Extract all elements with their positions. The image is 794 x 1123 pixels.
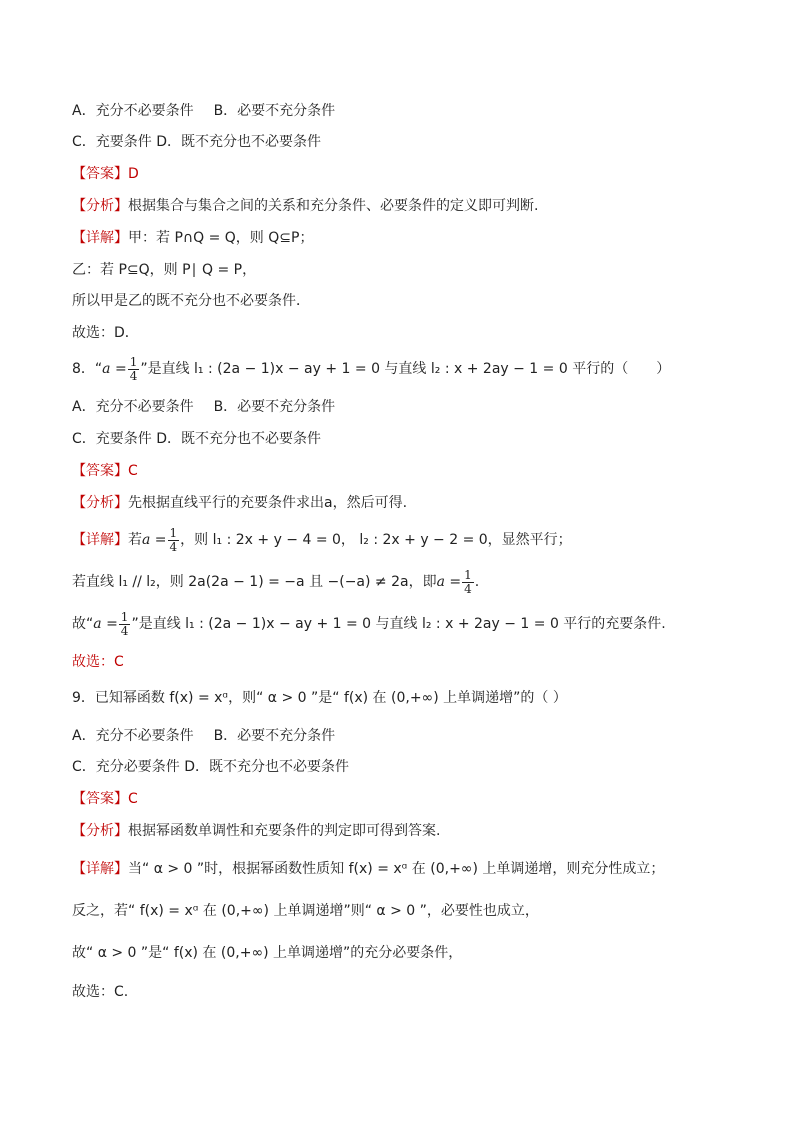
q8-options-cd: C．充要条件 D．既不充分也不必要条件: [72, 431, 322, 447]
answer-value: C: [128, 791, 138, 807]
q8-option-a: A．充分不必要条件: [72, 399, 194, 415]
fraction-numerator: 1: [464, 567, 472, 582]
fraction-one-quarter: [462, 569, 474, 596]
analysis-text: 根据集合与集合之间的关系和充分条件、必要条件的定义即可判断.: [128, 198, 539, 214]
q8-detail-2: [72, 565, 754, 599]
analysis-tag: 【分析】: [72, 495, 128, 511]
answer-value: C: [128, 463, 138, 479]
q8-options-ab: [72, 397, 754, 417]
q9-options-cd: C．充分必要条件 D．既不充分也不必要条件: [72, 759, 350, 775]
q7-answer: [72, 164, 754, 184]
detail-text: 若直线 l₁ // l₂，则 2a(2a − 1) = −a 且 −(−a) ≠ 2a，即: [72, 574, 437, 590]
analysis-tag: 【分析】: [72, 198, 128, 214]
q7-options-ab: [72, 101, 754, 121]
q7-option-b: B．必要不充分条件: [213, 103, 336, 119]
a-eq: a =: [436, 574, 462, 590]
q9-options-ab: [72, 726, 754, 746]
analysis-tag: 【分析】: [72, 823, 128, 839]
q8-detail-1: [72, 523, 754, 557]
q8-analysis: [72, 493, 754, 513]
choose-text: 故选：C: [72, 654, 124, 670]
a-eq: a =: [93, 616, 118, 632]
detail-tag: 【详解】: [72, 230, 128, 246]
q9-choose: 故选：C.: [72, 984, 129, 1000]
answer-tag: 【答案】: [72, 791, 128, 807]
q7-option-a: A．充分不必要条件: [72, 103, 194, 119]
fraction-denominator: 4: [464, 581, 472, 596]
detail-text: 当“ α > 0 ”时，根据幂函数性质知 f(x) = xᵅ 在 (0,+∞) 上单调递增，则充分性成立；: [128, 861, 665, 877]
fraction-denominator: 4: [169, 539, 178, 554]
q7-detail-3: 所以甲是乙的既不充分也不必要条件．: [72, 293, 310, 309]
q7-analysis: [72, 196, 754, 216]
fraction-denominator: 4: [129, 368, 138, 383]
fraction-one-quarter: [128, 356, 140, 383]
detail-text: 若: [128, 532, 142, 548]
analysis-text: 根据幂函数单调性和充要条件的判定即可得到答案.: [128, 823, 441, 839]
conclusion-prefix: 故“: [72, 616, 94, 632]
q9-detail-2: 反之，若“ f(x) = xᵅ 在 (0,+∞) 上单调递增”则“ α > 0 ”，必要性也成立，: [72, 903, 539, 919]
fraction-numerator: 1: [129, 354, 138, 369]
q8-conclusion: [72, 607, 754, 641]
conclusion-suffix: ”是直线 l₁ : (2a − 1)x − ay + 1 = 0 与直线 l₂ : x + 2ay − 1 = 0 平行的充要条件.: [131, 616, 666, 632]
q7-options-cd: C．充要条件 D．既不充分也不必要条件: [72, 134, 322, 150]
q9-option-b: B．必要不充分条件: [213, 728, 336, 744]
q9-answer: [72, 789, 754, 809]
q8-answer: [72, 461, 754, 481]
detail-text: .: [474, 574, 480, 590]
q8-choose: [72, 652, 754, 672]
fraction-one-quarter: [119, 611, 131, 638]
fraction-denominator: 4: [120, 623, 129, 638]
a-eq: a =: [142, 532, 167, 548]
q9-detail-3: 故“ α > 0 ”是“ f(x) 在 (0,+∞) 上单调递增”的充分必要条件，: [72, 945, 463, 961]
q8-a-eq: a =: [102, 361, 127, 377]
q7-detail-2: 乙：若 P⊆Q，则 P∣ Q = P，: [72, 262, 257, 278]
q9-analysis: [72, 821, 754, 841]
fraction-numerator: 1: [169, 525, 178, 540]
q7-detail-1: [72, 228, 754, 248]
q8-stem: [72, 352, 754, 386]
q9-option-a: A．充分不必要条件: [72, 728, 194, 744]
q8-option-b: B．必要不充分条件: [213, 399, 336, 415]
analysis-text: 先根据直线平行的充要条件求出a，然后可得.: [128, 495, 408, 511]
detail-tag: 【详解】: [72, 532, 128, 548]
q8-stem-suffix: ”是直线 l₁ : (2a − 1)x − ay + 1 = 0 与直线 l₂ : x + 2ay − 1 = 0 平行的（ ）: [140, 361, 671, 377]
fraction-one-quarter: [168, 527, 180, 554]
q9-stem: 9．已知幂函数 f(x) = xᵅ，则“ α > 0 ”是“ f(x) 在 (0,+∞) 上单调递增”的（ ）: [72, 690, 567, 706]
answer-tag: 【答案】: [72, 463, 128, 479]
q9-detail-1: [72, 859, 754, 879]
q7-choose: 故选：D．: [72, 325, 139, 341]
fraction-numerator: 1: [120, 609, 129, 624]
detail-tag: 【详解】: [72, 861, 128, 877]
answer-value: D: [128, 166, 139, 182]
answer-tag: 【答案】: [72, 166, 128, 182]
detail-text: ，则 l₁ : 2x + y − 4 = 0， l₂ : 2x + y − 2 = 0，显然平行；: [180, 532, 572, 548]
q8-stem-prefix: 8．“: [72, 361, 103, 377]
detail-text: 甲：若 P∩Q = Q，则 Q⊆P；: [128, 230, 314, 246]
